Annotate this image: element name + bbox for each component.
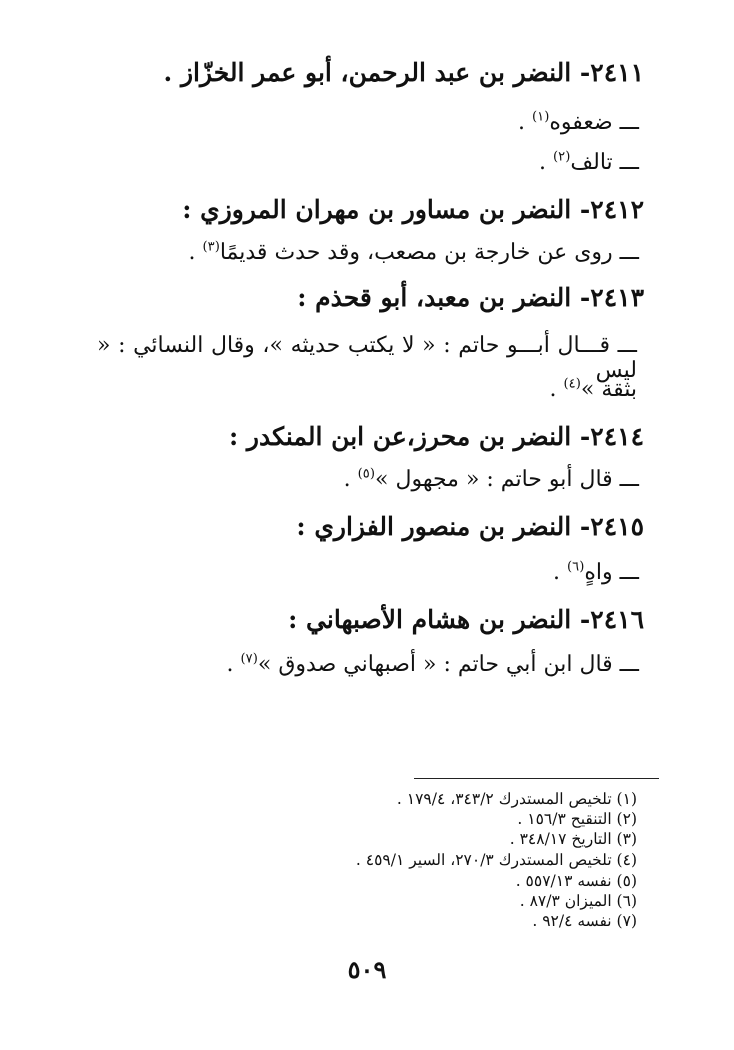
footnote-ref: (٥) [357,466,376,482]
entry-line [97,333,637,383]
entry-text: ـــ قال أبو حاتم : « مجهول » [375,467,639,492]
footnote: (٧) نفسه ٩٢/٤ . [532,912,637,930]
entry-text: ـــ قال ابن أبي حاتم : « أصبهاني صدوق » [257,652,639,677]
footnote-ref: (٣) [202,239,220,255]
entry-text: بثقة » [580,377,637,402]
entry-text: ـــ روى عن خارجة بن مصعب، وقد حدث قديمًا [219,240,639,265]
entry-text: ـــ قـــال أبـــو حاتم : « لا يكتب حديثه »، وقال النسائي : « ليس [97,333,637,383]
entry-line [188,240,639,265]
footnote: (٢) التنقيح ١٥٦/٣ . [517,810,637,828]
entry-end: . [188,240,203,265]
entry-text: ـــ ضعفوه [549,110,639,135]
entry-end: . [517,110,532,135]
footnote-ref: (٧) [240,651,258,667]
footnote: (٦) الميزان ٨٧/٣ . [519,892,637,910]
entry-heading: ٢٤١٣- النضر بن معبد، أبو قحذم : [297,283,644,312]
page-number: ٥٠٩ [347,955,387,984]
entry-text: ـــ تالف [570,150,639,175]
footnote-ref: (١) [531,109,550,125]
footnote: (٣) التاريخ ٣٤٨/١٧ . [509,830,637,848]
entry-line [553,560,639,585]
footnote-separator [414,778,659,779]
footnote-ref: (٤) [563,376,581,392]
entry-line [539,150,639,175]
entry-heading: ٢٤١٤- النضر بن محرز،عن ابن المنكدر : [228,422,644,451]
entry-end: . [553,560,567,585]
entry-end: . [549,377,564,402]
entry-line [518,110,639,135]
footnote: (١) تلخيص المستدرك ٣٤٣/٢، ١٧٩/٤ . [396,790,637,808]
entry-heading: ٢٤١٢- النضر بن مساور بن مهران المروزي : [182,195,644,224]
entry-line [344,467,639,492]
entry-heading: ٢٤١٥- النضر بن منصور الفزاري : [296,512,644,541]
entry-heading: ٢٤١٦- النضر بن هشام الأصبهاني : [288,605,644,634]
footnote: (٤) تلخيص المستدرك ٢٧٠/٣، السير ٤٥٩/١ . [355,851,637,869]
footnote-ref: (٦) [567,559,585,575]
entry-line [549,377,637,402]
footnote: (٥) نفسه ٥٥٧/١٣ . [515,872,637,890]
entry-text: ـــ واهٍ [584,560,639,585]
footnote-ref: (٢) [552,149,571,165]
entry-heading: ٢٤١١- النضر بن عبد الرحمن، أبو عمر الخزّاز . [163,58,644,87]
entry-line [227,652,640,677]
entry-end: . [226,652,241,677]
entry-end: . [343,467,358,492]
entry-end: . [538,150,553,175]
